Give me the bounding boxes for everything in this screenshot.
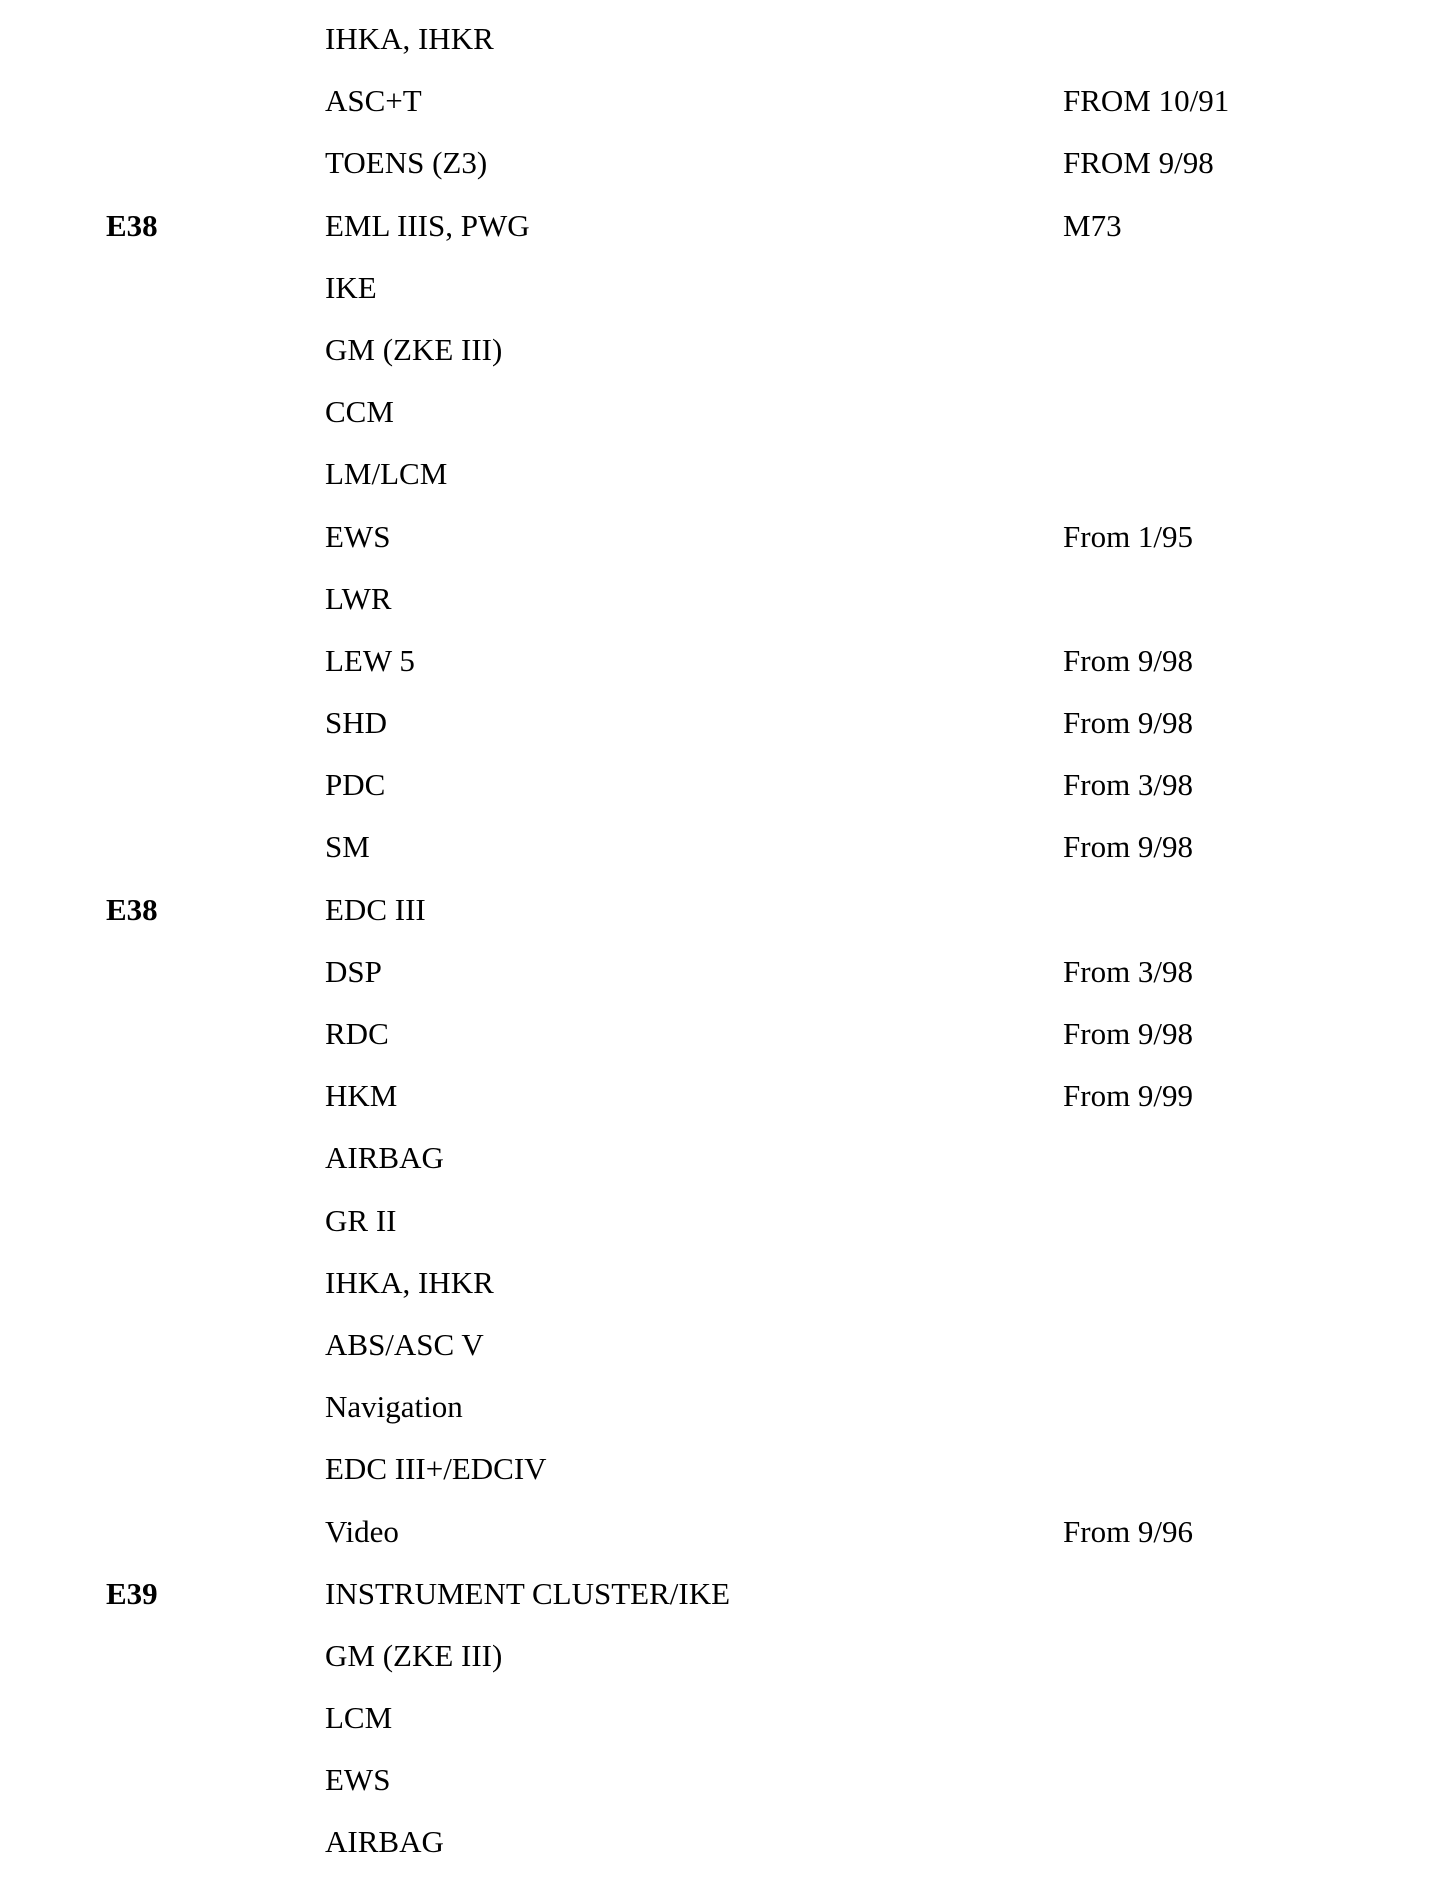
table-row <box>0 633 1440 695</box>
table-row <box>0 944 1440 1006</box>
module-name: EDC III+/EDCIV <box>325 1451 547 1487</box>
availability-note: From 9/98 <box>1063 642 1194 678</box>
module-name: DSP <box>325 953 382 989</box>
module-name: Video <box>325 1513 399 1549</box>
table-row <box>0 509 1440 571</box>
availability-note: From 9/98 <box>1063 1016 1194 1051</box>
module-name: EDC III <box>325 891 426 927</box>
table-row <box>0 1193 1440 1255</box>
table-row <box>0 1690 1440 1752</box>
module-name: LM/LCM <box>325 456 448 492</box>
module-name: INSTRUMENT CLUSTER/IKE <box>325 1575 731 1611</box>
table-row <box>0 322 1440 384</box>
model-code: E39 <box>106 1575 158 1611</box>
module-name: SHD <box>325 705 388 741</box>
module-name: TOENS (Z3) <box>325 145 488 181</box>
module-name: EWS <box>325 518 391 554</box>
module-name: RDC <box>325 1016 389 1051</box>
availability-note: From 9/99 <box>1063 1078 1194 1114</box>
table-row <box>0 1130 1440 1192</box>
module-name: IKE <box>325 269 377 305</box>
module-name: GM (ZKE III) <box>325 1637 503 1673</box>
availability-note: From 9/98 <box>1063 705 1194 741</box>
module-name: IHKA, IHKR <box>325 1264 494 1300</box>
table-row <box>0 73 1440 135</box>
availability-note: From 3/98 <box>1063 767 1194 803</box>
availability-note: From 9/98 <box>1063 829 1194 865</box>
module-name: GR II <box>325 1202 397 1238</box>
table-row <box>0 882 1440 944</box>
availability-note: FROM 10/91 <box>1063 83 1230 119</box>
module-name: AIRBAG <box>325 1140 444 1176</box>
table-row <box>0 260 1440 322</box>
module-name: SM <box>325 829 370 865</box>
table-row <box>0 1255 1440 1317</box>
module-name: LCM <box>325 1700 393 1736</box>
table-row <box>0 384 1440 446</box>
module-name: CCM <box>325 394 394 430</box>
module-name: Navigation <box>325 1389 463 1425</box>
module-name: GM (ZKE III) <box>325 331 503 367</box>
table-row <box>0 1317 1440 1379</box>
availability-note: From 9/96 <box>1063 1513 1194 1549</box>
table-row <box>0 1566 1440 1628</box>
module-name: ASC+T <box>325 83 422 119</box>
module-name: EML IIIS, PWG <box>325 207 530 243</box>
table-row <box>0 11 1440 73</box>
table-row <box>0 198 1440 260</box>
availability-note: M73 <box>1063 207 1122 243</box>
table-row <box>0 1068 1440 1130</box>
table-row <box>0 571 1440 633</box>
availability-note: From 1/95 <box>1063 518 1194 554</box>
table-row <box>0 1504 1440 1566</box>
table-row <box>0 1379 1440 1441</box>
module-table <box>0 11 1440 1877</box>
table-row <box>0 1628 1440 1690</box>
availability-note: From 3/98 <box>1063 953 1194 989</box>
module-name: AIRBAG <box>325 1824 444 1860</box>
table-row <box>0 819 1440 881</box>
availability-note: FROM 9/98 <box>1063 145 1214 181</box>
table-row <box>0 1814 1440 1876</box>
table-row <box>0 1441 1440 1503</box>
table-row <box>0 446 1440 508</box>
module-name: HKM <box>325 1078 398 1114</box>
module-name: PDC <box>325 767 386 803</box>
module-name: LEW 5 <box>325 642 415 678</box>
table-row <box>0 757 1440 819</box>
model-code: E38 <box>106 891 158 927</box>
module-name: IHKA, IHKR <box>325 21 494 56</box>
table-row <box>0 1752 1440 1814</box>
module-name: ABS/ASC V <box>325 1326 484 1362</box>
table-row <box>0 1006 1440 1068</box>
module-name: EWS <box>325 1762 391 1798</box>
table-row <box>0 135 1440 197</box>
model-code: E38 <box>106 207 158 243</box>
module-name: LWR <box>325 580 392 616</box>
table-row <box>0 695 1440 757</box>
